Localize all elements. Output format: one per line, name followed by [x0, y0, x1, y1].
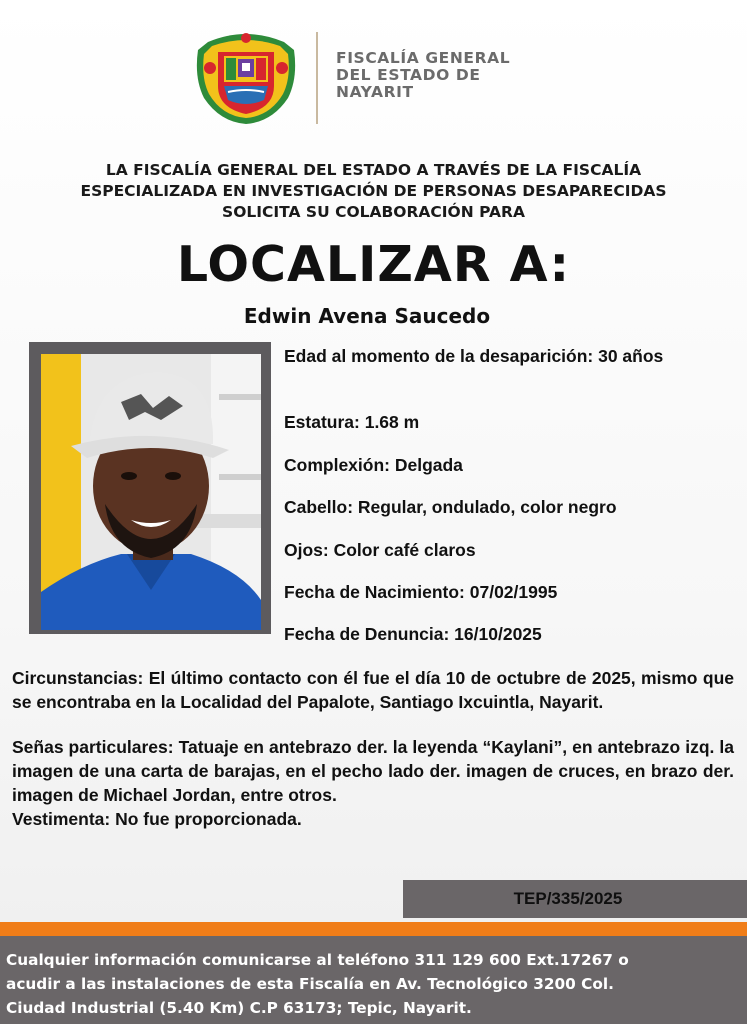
case-reference: TEP/335/2025 — [513, 889, 623, 908]
eyes-detail: Ojos: Color café claros — [284, 540, 476, 560]
clothing-text: Vestimenta: No fue proporcionada. — [12, 809, 302, 829]
intro-line: ESPECIALIZADA EN INVESTIGACIÓN DE PERSONAS DESAPARECIDAS — [80, 182, 667, 200]
distinguishing-marks — [12, 735, 734, 831]
marks-text: Señas particulares: Tatuaje en antebrazo der. la leyenda “Kaylani”, en antebrazo izq. la imagen de una carta de barajas, en el pecho lado der. imagen de cruces, en brazo der. imagen de Michael Jordan, entre otros. — [12, 737, 734, 805]
report-date-detail: Fecha de Denuncia: 16/10/2025 — [284, 624, 542, 644]
reference-bar — [403, 880, 747, 918]
footer — [0, 936, 747, 1024]
nayarit-state-seal-icon — [190, 28, 302, 126]
intro-text — [0, 160, 747, 223]
person-name: Edwin Avena Saucedo — [243, 304, 491, 328]
contact-line: Ciudad Industrial (5.40 Km) C.P 63173; Tepic, Nayarit. — [6, 999, 472, 1017]
contact-line: acudir a las instalaciones de esta Fiscalía en Av. Tecnológico 3200 Col. — [6, 975, 614, 993]
missing-person-photo — [41, 354, 261, 630]
build-detail: Complexión: Delgada — [284, 455, 463, 475]
institution-line: FISCALÍA GENERAL — [336, 49, 511, 67]
institution-line: DEL ESTADO DE — [336, 66, 481, 84]
hair-detail: Cabello: Regular, ondulado, color negro — [284, 497, 617, 517]
circumstances-text: Circunstancias: El último contacto con él fue el día 10 de octubre de 2025, mismo que se encontraba en la Localidad del Papalote, Santiago Ixcuintla, Nayarit. — [12, 668, 734, 712]
photo-frame — [29, 342, 271, 634]
contact-line: Cualquier información comunicarse al teléfono 311 129 600 Ext.17267 o — [6, 951, 629, 969]
headline: LOCALIZAR A: — [176, 236, 571, 293]
header-divider — [316, 32, 318, 124]
intro-line: LA FISCALÍA GENERAL DEL ESTADO A TRAVÉS DE LA FISCALÍA — [105, 161, 642, 179]
height-detail: Estatura: 1.68 m — [284, 412, 420, 432]
contact-info — [6, 948, 738, 1020]
header — [190, 28, 570, 128]
intro-line: SOLICITA SU COLABORACIÓN PARA — [222, 203, 525, 221]
institution-name — [336, 50, 510, 101]
age-detail: Edad al momento de la desaparición: 30 años — [284, 346, 664, 366]
institution-line: NAYARIT — [336, 83, 414, 101]
birth-date-detail: Fecha de Nacimiento: 07/02/1995 — [284, 582, 558, 602]
accent-stripe — [0, 922, 747, 936]
